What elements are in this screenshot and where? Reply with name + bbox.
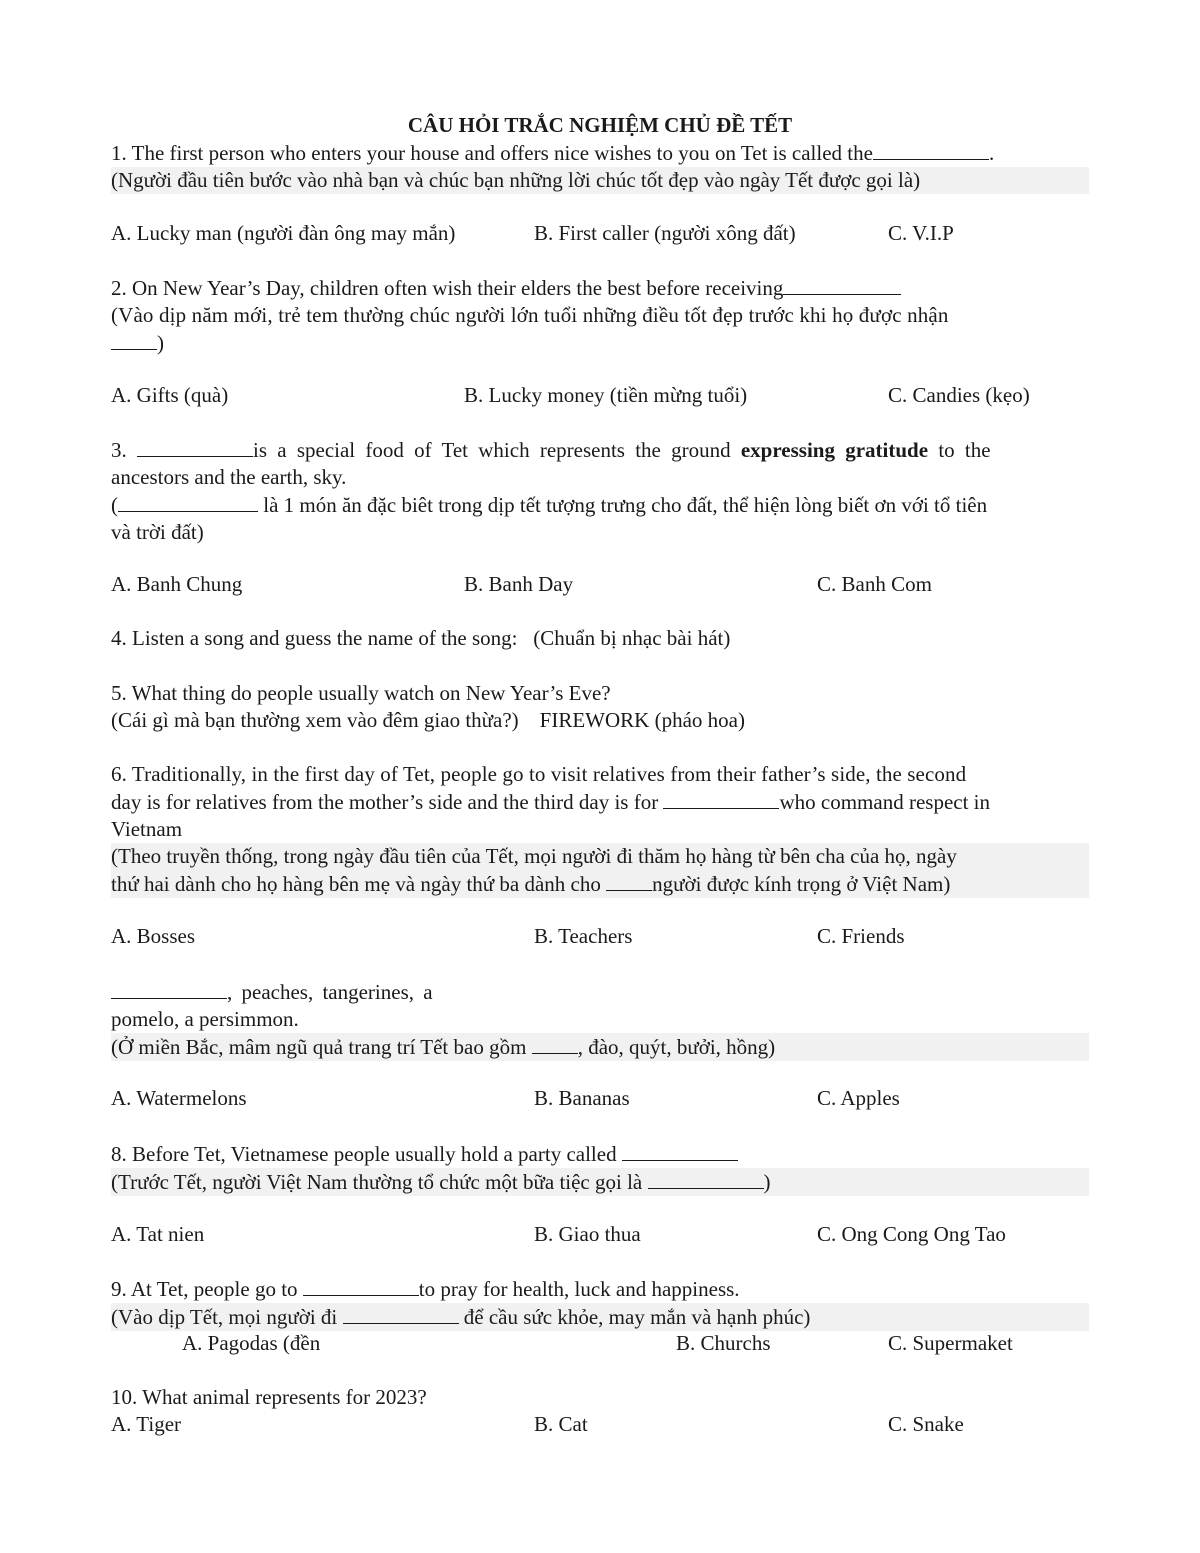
q2-option-c: C. Candies (kẹo) <box>888 383 1030 407</box>
answer-blank <box>663 788 779 809</box>
q8-vietnamese: (Trước Tết, người Việt Nam thường tổ chức một bữa tiệc gọi là <box>111 1170 643 1194</box>
q3-english: is a special food of Tet which represents the ground <box>253 438 731 462</box>
question-3: 3. is a special food of Tet which represents the ground expressing gratitude to the ancestors and the earth, sky. ( là 1 món ăn đặc biêt trong dịp tết tượng trưng cho đất, thể hiện lòng biết ơn với tổ tiên và trời đất) <box>111 438 991 544</box>
q9-vietnamese: (Vào dịp Tết, mọi người đi <box>111 1305 338 1329</box>
question-6: 6. Traditionally, in the first day of Tet, people go to visit relatives from their father’s side, the second day is for relatives from the mother’s side and the third day is for who command respect in Vietnam (Theo truyền thống, trong ngày đầu tiên của Tết, mọi người đi thăm họ hàng từ bên cha của họ, ngày thứ hai dành cho họ hàng bên mẹ và ngày thứ ba dành cho người được kính trọng ở Việt Nam) <box>111 761 1089 898</box>
q2-english: 2. On New Year’s Day, children often wish their elders the best before receiving <box>111 276 784 300</box>
q7-option-a: A. Watermelons <box>111 1086 247 1110</box>
q6-english: 6. Traditionally, in the first day of Tet, people go to visit relatives from their father’s side, the second <box>111 762 967 786</box>
q9-option-a: A. Pagodas (đền <box>182 1331 321 1355</box>
answer-blank <box>343 1303 459 1324</box>
q3-emphasis: expressing gratitude <box>740 438 929 462</box>
question-2: 2. On New Year’s Day, children often wish their elders the best before receiving (Vào dịp năm mới, trẻ tem thường chúc người lớn tuổi những điều tốt đẹp trước khi họ được nhận ) <box>111 274 1089 357</box>
q1-option-a: A. Lucky man (người đàn ông may mắn) <box>111 221 456 245</box>
q10-option-c: C. Snake <box>888 1412 964 1436</box>
q5-vietnamese: (Cái gì mà bạn thường xem vào đêm giao thừa?) FIREWORK (pháo hoa) <box>111 708 745 732</box>
question-10 <box>111 1384 1089 1411</box>
q6-option-a: A. Bosses <box>111 924 196 948</box>
q1-options <box>111 220 1089 247</box>
q3-options <box>111 571 1089 598</box>
q5-english: 5. What thing do people usually watch on New Year’s Eve? <box>111 681 611 705</box>
question-8: 8. Before Tet, Vietnamese people usually hold a party called (Trước Tết, người Việt Nam thường tổ chức một bữa tiệc gọi là ) <box>111 1140 1089 1196</box>
q8-option-b: B. Giao thua <box>534 1222 641 1246</box>
question-7: , peaches, tangerines, a pomelo, a persimmon. (Ở miền Bắc, mâm ngũ quả trang trí Tết bao gồm , đào, quýt, bưởi, hồng) <box>111 978 1089 1061</box>
q7-option-b: B. Bananas <box>534 1086 630 1110</box>
question-1: 1. The first person who enters your house and offers nice wishes to you on Tet is called the . (Người đầu tiên bước vào nhà bạn và chúc bạn những lời chúc tốt đẹp vào ngày Tết được gọi là) <box>111 139 1089 194</box>
q10-english: 10. What animal represents for 2023? <box>111 1385 427 1409</box>
answer-blank <box>137 436 253 457</box>
q7-options <box>111 1085 1089 1112</box>
q3-option-c: C. Banh Com <box>817 572 932 596</box>
question-5 <box>111 680 1089 734</box>
q6-options <box>111 923 1089 950</box>
q10-options <box>111 1411 1089 1438</box>
q3-option-b: B. Banh Day <box>464 572 574 596</box>
q6-option-b: B. Teachers <box>534 924 633 948</box>
q2-option-b: B. Lucky money (tiền mừng tuổi) <box>464 383 748 407</box>
q3-vietnamese: là 1 món ăn đặc biêt trong dịp tết tượng trưng cho đất, thể hiện lòng biết ơn với tổ tiên <box>263 493 988 517</box>
q10-option-a: A. Tiger <box>111 1412 182 1436</box>
q1-option-b: B. First caller (người xông đất) <box>534 221 796 245</box>
q8-option-c: C. Ong Cong Ong Tao <box>817 1222 1006 1246</box>
page-title: CÂU HỎI TRẮC NGHIỆM CHỦ ĐỀ TẾT <box>407 113 793 137</box>
q10-option-b: B. Cat <box>534 1412 588 1436</box>
answer-blank <box>111 329 157 350</box>
q9-english: 9. At Tet, people go to <box>111 1277 298 1301</box>
answer-blank <box>606 870 652 891</box>
q7-vietnamese: (Ở miền Bắc, mâm ngũ quả trang trí Tết bao gồm <box>111 1035 527 1059</box>
answer-blank <box>303 1275 419 1296</box>
question-4: 4. Listen a song and guess the name of the song: (Chuẩn bị nhạc bài hát) <box>111 626 731 650</box>
q7-option-c: C. Apples <box>817 1086 900 1110</box>
answer-blank <box>873 139 989 160</box>
q3-option-a: A. Banh Chung <box>111 572 243 596</box>
q9-option-b: B. Churchs <box>676 1331 771 1355</box>
q8-options <box>111 1221 1089 1248</box>
q1-option-c: C. V.I.P <box>888 221 954 245</box>
q2-options <box>111 382 1089 409</box>
q1-vietnamese: (Người đầu tiên bước vào nhà bạn và chúc bạn những lời chúc tốt đẹp vào ngày Tết được gọi là) <box>111 167 1089 194</box>
q9-options <box>111 1330 1089 1357</box>
q8-english: 8. Before Tet, Vietnamese people usually hold a party called <box>111 1142 617 1166</box>
q9-option-c: C. Supermaket <box>888 1331 1013 1355</box>
q1-english: 1. The first person who enters your house and offers nice wishes to you on Tet is called the <box>111 141 873 165</box>
answer-blank <box>111 978 227 999</box>
q2-vietnamese: (Vào dịp năm mới, trẻ tem thường chúc người lớn tuổi những điều tốt đẹp trước khi họ được nhận <box>111 303 949 327</box>
question-9: 9. At Tet, people go to to pray for health, luck and happiness. (Vào dịp Tết, mọi người đi để cầu sức khỏe, may mắn và hạnh phúc) <box>111 1275 1089 1331</box>
answer-blank <box>118 491 258 512</box>
q8-option-a: A. Tat nien <box>111 1222 205 1246</box>
answer-blank <box>648 1168 764 1189</box>
answer-blank <box>532 1033 578 1054</box>
q6-option-c: C. Friends <box>817 924 905 948</box>
q6-vietnamese: (Theo truyền thống, trong ngày đầu tiên của Tết, mọi người đi thăm họ hàng từ bên cha của họ, ngày <box>111 843 1089 870</box>
q2-option-a: A. Gifts (quà) <box>111 383 229 407</box>
answer-blank <box>622 1140 738 1161</box>
answer-blank <box>783 274 901 295</box>
